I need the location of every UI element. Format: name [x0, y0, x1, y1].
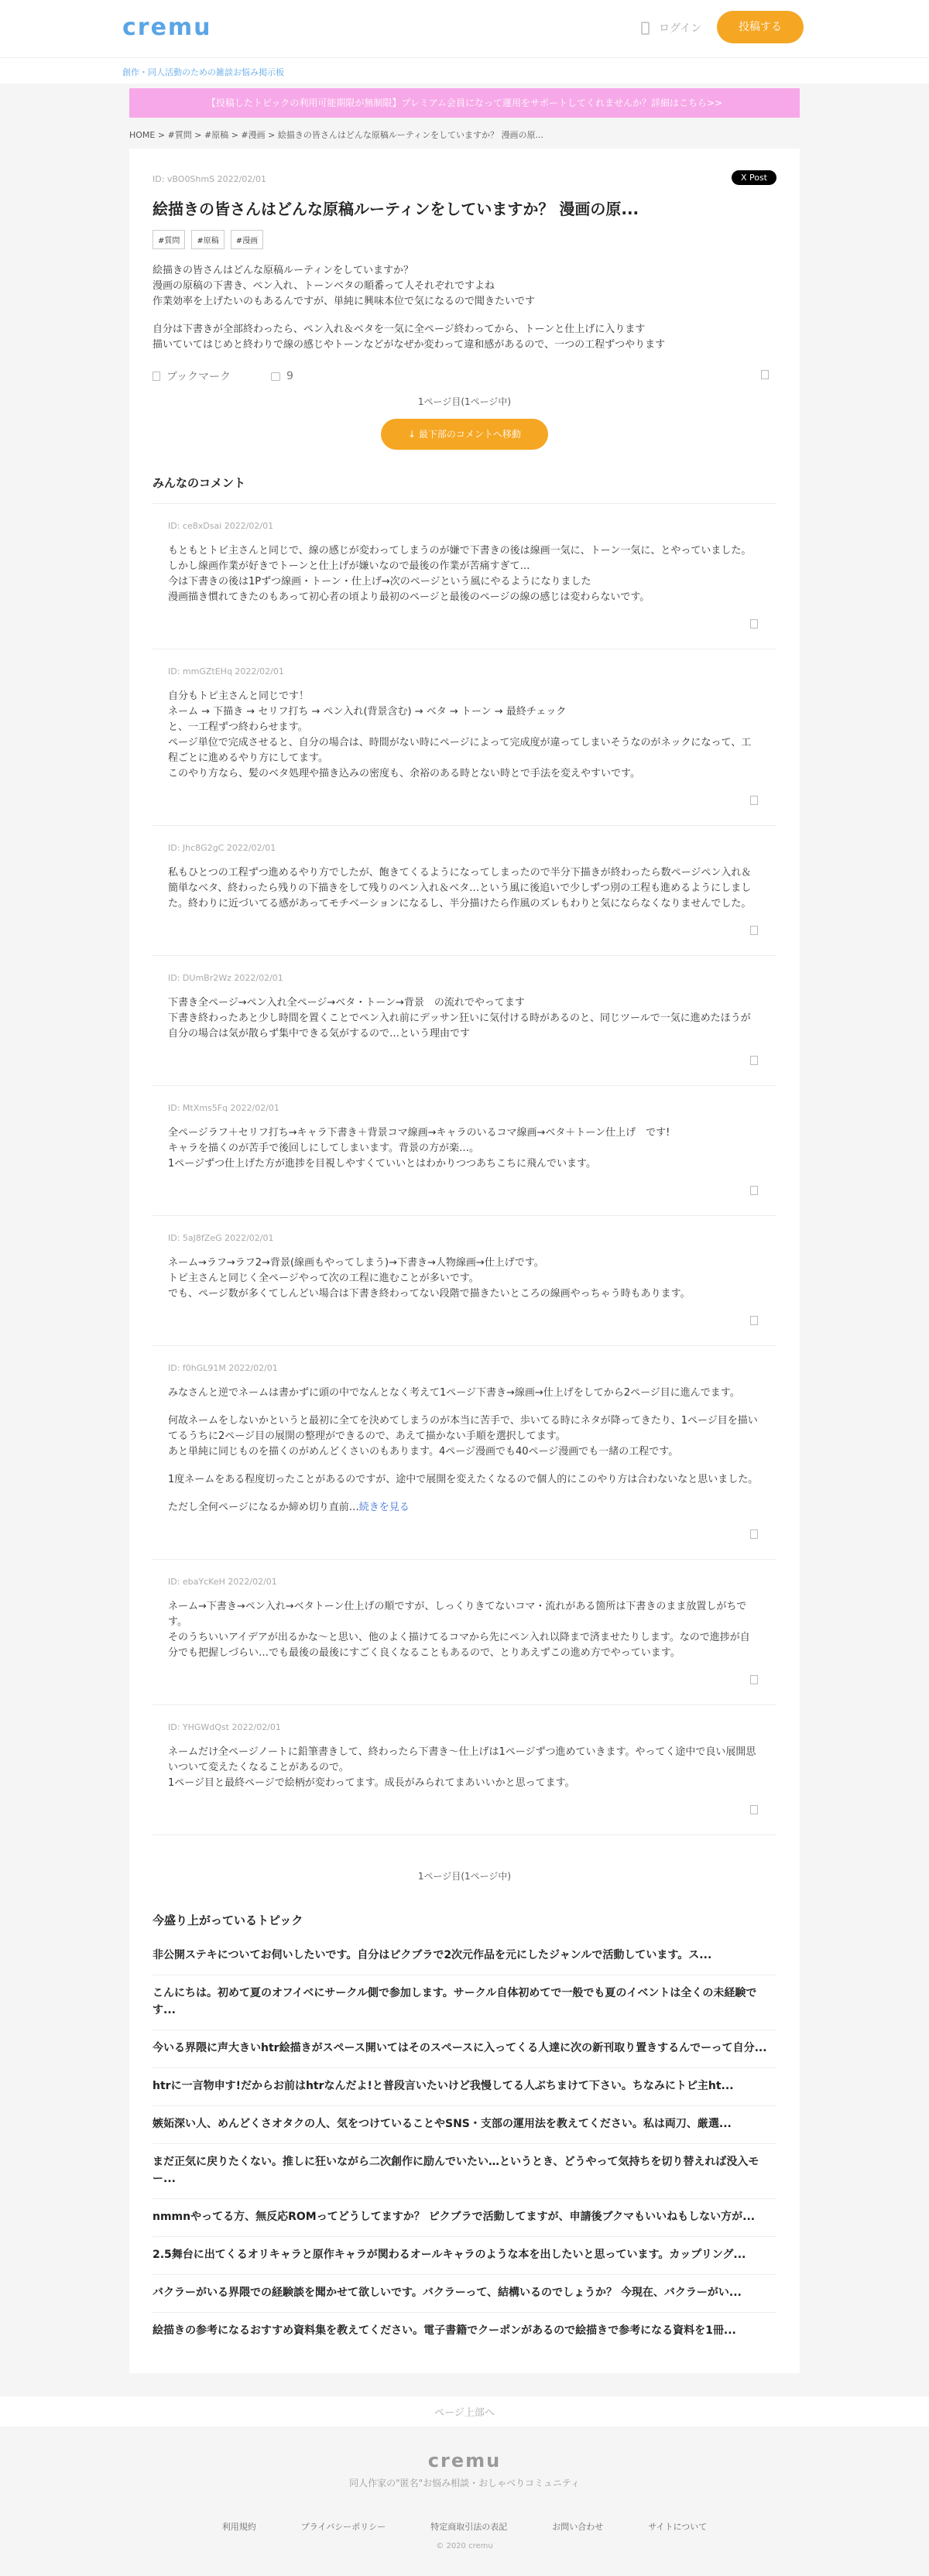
- comment-line: しかし線画作業が好きでトーンと仕上げが嫌いなので最後の作業が苦痛すぎて…: [168, 560, 530, 572]
- comment-line: みなさんと逆でネームは書かずに頭の中でなんとなく考えて1ページ下書き→線画→仕上げをしてから2ページ目に進んでます。: [168, 1387, 740, 1399]
- comment-line: あと単純に同じものを描くのがめんどくさいのもあります。4ページ漫画でも40ページ漫画でも一緒の工程です。: [168, 1446, 679, 1458]
- comment-line-text: ただし全何ページになるか締め切り直前…: [168, 1502, 359, 1513]
- report-icon[interactable]: [750, 1530, 758, 1539]
- comment-line: 私もひとつの工程ずつ進めるやり方でしたが、飽きてくるようになってしまったので半分下描きが終わったら数ページペン入れ＆簡単なベタ、終わったら残りの下描きをして残りのペン入れ＆ベタ…という風に後追いで少しずつ別の工程も進めるようにしました。終わりに近づいてる感があってモチベーションになるし、半分描けたら作風のズレもわりと気にならなくなりませんでした。: [168, 867, 752, 909]
- trending-topics-heading: 今盛り上がっているトピック: [153, 1913, 303, 1927]
- back-to-top-link[interactable]: ページ上部へ: [0, 2396, 929, 2427]
- comment-item: [153, 1086, 776, 1216]
- login-link[interactable]: [641, 20, 701, 36]
- comment-line: キャラを描くのが苦手で後回しにしてしまいます。背景の方が楽…。: [168, 1142, 479, 1154]
- comment-line: 1ページ目と最終ページで絵柄が変わってます。成長がみられてまあいいかと思ってます。: [168, 1777, 575, 1789]
- comment-item: [153, 504, 776, 649]
- comment-text: [168, 689, 759, 782]
- x-post-button[interactable]: X Post: [732, 170, 776, 185]
- comment-item: [153, 1705, 776, 1835]
- trending-topic-link[interactable]: バクラーがいる界隈での経験談を聞かせて欲しいです。バクラーって、結構いるのでしょうか？ 今現在、バクラーがい...: [153, 2275, 776, 2313]
- trending-topic-link[interactable]: htrに一言物申す!だからお前はhtrなんだよ!と普段言いたいけど我慢してる人ぶちまけて下さい。ちなみにトピ主ht...: [153, 2068, 776, 2106]
- comment-count: [271, 370, 293, 382]
- comment-meta: ID: ebaYcKeH 2022/02/01: [168, 1577, 277, 1587]
- report-icon[interactable]: [750, 796, 758, 805]
- footer-link-privacy[interactable]: プライバシーポリシー: [300, 2522, 386, 2532]
- topic-meta: ID: vBO0ShmS 2022/02/01: [153, 174, 266, 184]
- comment-line: もともとトビ主さんと同じで、線の感じが変わってしまうのが嫌で下書きの後は線画一気に、トーン一気に、とやっていました。: [168, 545, 752, 557]
- comment-item: [153, 826, 776, 956]
- comment-meta: ID: ce8xDsai 2022/02/01: [168, 521, 274, 531]
- comment-line: ネーム → 下描き → セリフ打ち → ペン入れ(背景含む) → ベタ → トーン → 最終チェック: [168, 706, 567, 718]
- comment-line: 今は下書きの後は1Pずつ線画・トーン・仕上げ→次のページという風にやるようになりました: [168, 576, 591, 587]
- comment-line: 下書き終わったあと少し時間を置くことでペン入れ前にデッサン狂いに気付ける時があるのと、同じツールで一気に進めたほうが自分の場合は気が散らず集中できる気がするので…という理由です: [168, 1012, 751, 1040]
- trending-topic-link[interactable]: こんにちは。初めて夏のオフイベにサークル側で参加します。サークル自体初めてで一般でも夏のイベントは全くの未経験です...: [153, 1975, 776, 2030]
- report-icon[interactable]: [750, 619, 758, 629]
- comment-count-value: 9: [286, 370, 293, 382]
- phone-icon: [641, 22, 650, 35]
- comment-meta: ID: mmGZtEHq 2022/02/01: [168, 666, 284, 677]
- comment-text: [168, 1599, 759, 1661]
- comment-line: そのうちいいアイデアが出るかな〜と思い、他のよく描けてるコマから先にペン入れ以降まで済ませたりします。なので進捗が自分でも把握しづらい…でも最後の最後にすごく良くなることもあるので、とりあえずこの進め方でやっています。: [168, 1632, 750, 1659]
- report-icon[interactable]: [750, 1056, 758, 1065]
- comment-text: [168, 995, 759, 1042]
- trending-topic-link[interactable]: nmmnやってる方、無反応ROMってどうしてますか？ ピクブラで活動してますが、申請後ブクマもいいねもしない方が...: [153, 2199, 776, 2237]
- comment-line: ページ単位で完成させると、自分の場合は、時間がない時にページによって完成度が違ってしまいそうなのがネックになって、工程ごとに進めるやり方にしてます。: [168, 737, 752, 764]
- comment-icon: [271, 372, 280, 381]
- footer-link-contact[interactable]: お問い合わせ: [552, 2522, 604, 2532]
- comments-heading: みんなのコメント: [153, 474, 776, 504]
- jump-label: 最下部のコメントへ移動: [418, 429, 521, 440]
- trending-topic-link[interactable]: 嫉妬深い人、めんどくさオタクの人、気をつけていることやSNS・支部の運用法を教えてください。私は両刀、厳選...: [153, 2106, 776, 2144]
- report-icon[interactable]: [761, 370, 769, 379]
- trending-topic-link[interactable]: まだ正気に戻りたくない。推しに狂いながら二次創作に励んでいたい…というとき、どうやって気持ちを切り替えれば没入モー...: [153, 2144, 776, 2199]
- comment-line: 全ページラフ＋セリフ打ち→キャラ下書き＋背景コマ線画→キャラのいるコマ線画→ベタ＋トーン仕上げ です!: [168, 1127, 670, 1139]
- trending-topic-link[interactable]: 絵描きの参考になるおすすめ資料集を教えてください。電子書籍でクーポンがあるので絵描きで参考になる資料を1冊...: [153, 2324, 736, 2337]
- comment-meta: ID: Jhc8G2gC 2022/02/01: [168, 843, 276, 853]
- topic-actions: [153, 367, 776, 385]
- comment-meta: ID: f0hGL91M 2022/02/01: [168, 1363, 278, 1373]
- comment-text: [168, 865, 759, 912]
- comment-item: [153, 1560, 776, 1705]
- comment-text: [168, 1125, 759, 1172]
- site-subtitle-bar: [0, 57, 929, 84]
- tag-manuscript[interactable]: #原稿: [191, 230, 224, 249]
- footer-links: [0, 2520, 929, 2533]
- comment-line: 何故ネームをしないかというと最初に全てを決めてしまうのが本当に苦手で、歩いてる時にネタが降ってきたり、1ページ目を描いてるうちに2ページ目の展開の整理ができるので、あえて描かない手順を選択してます。: [168, 1415, 758, 1442]
- topic-title: 絵描きの皆さんはどんな原稿ルーティンをしていますか？ 漫画の原...: [153, 200, 639, 218]
- comment-line: [168, 1500, 759, 1516]
- comment-line: ネーム→下書き→ペン入れ→ベタトーン仕上げの順ですが、しっくりきてないコマ・流れがある箇所は下書きのまま放置しがちです。: [168, 1601, 747, 1628]
- comment-meta: ID: DUmBr2Wz 2022/02/01: [168, 973, 283, 983]
- comment-list: [153, 504, 776, 1835]
- site-logo[interactable]: cremu: [122, 14, 212, 41]
- comment-text: [168, 1255, 759, 1302]
- topic-body-line: 漫画の原稿の下書き、ペン入れ、トーンベタの順番って人それぞれですよね: [153, 280, 495, 292]
- bookmark-button[interactable]: [153, 368, 231, 384]
- comment-meta: ID: YHGWdQst 2022/02/01: [168, 1722, 281, 1732]
- comment-line: 1ページずつ仕上げた方が進捗を目視しやすくていいとはわかりつつあちこちに飛んでいます。: [168, 1158, 596, 1170]
- tag-manga[interactable]: #漫画: [231, 230, 263, 249]
- read-more-link[interactable]: 続きを見る: [358, 1502, 410, 1513]
- page-indicator-bottom: 1ページ目(1ページ中): [417, 1871, 512, 1882]
- footer-link-about[interactable]: サイトについて: [648, 2522, 708, 2532]
- bookmark-icon: [153, 372, 160, 381]
- post-button[interactable]: 投稿する: [717, 11, 804, 43]
- topic-card: [129, 149, 800, 2373]
- topic-body: [153, 263, 776, 353]
- comment-text: [168, 1386, 759, 1516]
- footer-tagline: 同人作家の"匿名"お悩み相談・おしゃべりコミュニティ: [349, 2478, 580, 2489]
- comment-line: 下書き全ページ→ペン入れ全ページ→ベタ・トーン→背景 の流れでやってます: [168, 997, 525, 1009]
- bookmark-label: ブックマーク: [166, 371, 231, 383]
- comment-item: [153, 1216, 776, 1346]
- trending-topic-link[interactable]: 今いる界隈に声大きいhtr絵描きがスペース開いてはそのスペースに入ってくる人達に次の新刊取り置きするんでーって自分...: [153, 2030, 776, 2068]
- comment-text: [168, 1745, 759, 1791]
- topic-tags: [153, 230, 776, 249]
- comment-line: このやり方なら、髪のベタ処理や描き込みの密度も、余裕のある時とない時とで手法を変えやすいです。: [168, 768, 640, 779]
- page-indicator: 1ページ目(1ページ中): [417, 396, 512, 407]
- premium-promo-banner[interactable]: 【投稿したトピックの利用可能期限が無制限】プレミアム会員になって運用をサポートしてくれませんか？詳細はこちら>>: [129, 88, 800, 118]
- site-subtitle[interactable]: 創作・同人活動のための雑談お悩み掲示板: [122, 67, 284, 77]
- footer-logo[interactable]: cremu: [427, 2450, 502, 2472]
- login-label: ログイン: [659, 22, 702, 35]
- footer-copyright: © 2020 cremu: [436, 2542, 493, 2550]
- comment-line: 自分もトピ主さんと同じです！: [168, 690, 310, 702]
- comment-item: [153, 1346, 776, 1560]
- comment-line: ネームだけ全ページノートに鉛筆書きして、終わったら下書き〜仕上げは1ページずつ進めていきます。やってく途中で良い展開思いついて変えたくなることがあるので。: [168, 1746, 756, 1773]
- trending-topic-link[interactable]: 2.5舞台に出てくるオリキャラと原作キャラが関わるオールキャラのような本を出したいと思っています。カップリング...: [153, 2237, 776, 2275]
- topic-body-line: 絵描きの皆さんはどんな原稿ルーティンをしていますか？: [153, 265, 413, 276]
- comment-item: [153, 956, 776, 1086]
- comment-line: 漫画描き慣れてきたのもあって初心者の頃より最初のページと最後のページの線の感じは変わらないです。: [168, 591, 650, 603]
- trending-topics-list: [153, 1937, 776, 2350]
- topic-body-line: 作業効率を上げたいのもあるんですが、単純に興味本位で気になるので聞きたいです: [153, 296, 536, 307]
- site-header: [0, 0, 929, 57]
- comment-line: ネーム→ラフ→ラフ2→背景(線画もやってしまう)→下書き→人物線画→仕上げです。: [168, 1257, 544, 1269]
- site-footer: [0, 2427, 929, 2563]
- comment-meta: ID: MtXms5Fq 2022/02/01: [168, 1103, 279, 1113]
- breadcrumb[interactable]: HOME > #質問 > #原稿 > #漫画 > 絵描きの皆さんはどんな原稿ルーティンをしていますか？ 漫画の原...: [129, 130, 543, 140]
- comment-meta: ID: 5aJ8fZeG 2022/02/01: [168, 1233, 274, 1243]
- report-icon[interactable]: [750, 1805, 758, 1814]
- tag-question[interactable]: #質問: [153, 230, 185, 249]
- footer-link-terms[interactable]: 利用規約: [221, 2522, 256, 2532]
- comment-line: トピ主さんと同じく全ページやって次の工程に進むことが多いです。: [168, 1273, 479, 1284]
- comment-line: 1度ネームをある程度切ったことがあるのですが、途中で展開を変えたくなるので個人的にこのやり方は合わないなと思いました。: [168, 1474, 759, 1485]
- comment-item: [153, 649, 776, 826]
- topic-body-line: 描いていてはじめと終わりで線の感じやトーンなどがなぜか変わって違和感があるので、一つの工程ずつやります: [153, 339, 666, 351]
- jump-to-latest-button[interactable]: ↓ 最下部のコメントへ移動: [381, 419, 548, 450]
- footer-link-commerce[interactable]: 特定商取引法の表記: [430, 2522, 508, 2532]
- report-icon[interactable]: [750, 1186, 758, 1195]
- topic-body-line: 自分は下書きが全部終わったら、ペン入れ＆ベタを一気に全ページ終わってから、トーンと仕上げに入ります: [153, 324, 646, 335]
- comment-line: でも、ページ数が多くてしんどい場合は下書き終わってない段階で描きたいところの線画やっちゃう時もあります。: [168, 1288, 691, 1300]
- comment-text: [168, 543, 759, 605]
- report-icon[interactable]: [750, 1316, 758, 1325]
- trending-topic-link[interactable]: 非公開ステキについてお伺いしたいです。自分はピクブラで2次元作品を元にしたジャンルで活動しています。ス...: [153, 1937, 776, 1975]
- report-icon[interactable]: [750, 926, 758, 935]
- report-icon[interactable]: [750, 1675, 758, 1684]
- comment-line: と、一工程ずつ終わらせます。: [168, 721, 308, 733]
